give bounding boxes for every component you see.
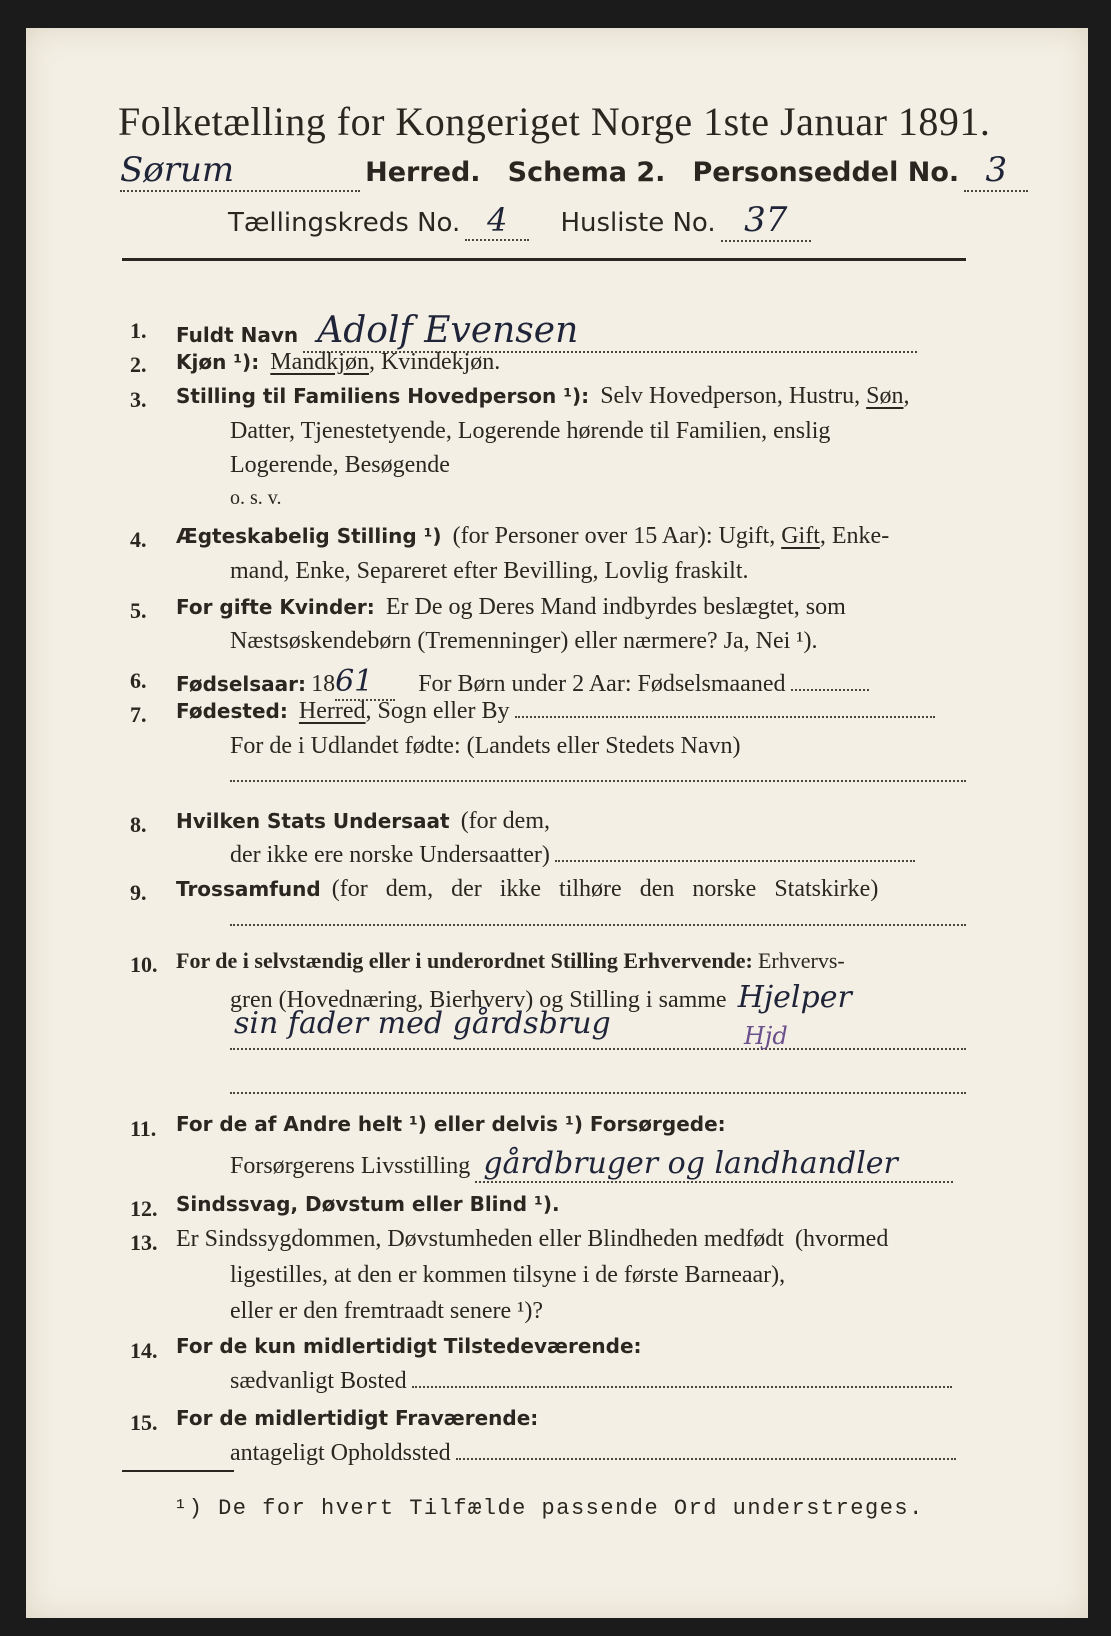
religion-blank [230, 924, 966, 926]
family-position-line2: Datter, Tjenestetyende, Logerende hørende til Familien, enslig [230, 418, 831, 444]
form-title: Folketælling for Kongeriget Norge 1ste Januar 1891. [118, 99, 991, 144]
footnote-rule [122, 1470, 234, 1472]
occupation-blank-2 [230, 1092, 966, 1094]
underlined-option: Herred [298, 698, 366, 724]
herred-label: Herred. [365, 157, 481, 188]
citizenship-line1: (for dem, [460, 808, 550, 834]
item-8-row [176, 808, 550, 835]
occupation-line2: gren (Hovednæring, Bierhverv) og Stilling i samme [230, 987, 727, 1013]
temp-absent-row [230, 1440, 956, 1467]
personseddel-label: Personseddel No. [692, 157, 960, 188]
item-number: 9. [130, 880, 147, 905]
item-number: 15. [130, 1410, 158, 1435]
provider-occupation-label: Forsørgerens Livsstilling [230, 1153, 471, 1179]
item-number: 6. [130, 668, 147, 693]
usual-residence-blank [412, 1386, 952, 1388]
citizenship-line2: der ikke ere norske Undersaatter) [230, 842, 550, 868]
occupation-answer-1: Hjelper [737, 980, 852, 1015]
married-women-line2: Næstsøskendebørn (Tremenninger) eller nærmere? Ja, Nei ¹). [230, 628, 818, 654]
item-number: 4. [130, 527, 147, 552]
marital-status-line2: mand, Enke, Separeret efter Bevilling, Lovlig fraskilt. [230, 558, 749, 584]
item-10-row [176, 948, 845, 974]
birth-month-blank [791, 689, 869, 691]
birthplace-abroad-line: For de i Udlandet fødte: (Landets eller Stedets Navn) [230, 733, 741, 759]
item-4-row [176, 523, 889, 550]
probable-residence-label: antageligt Opholdssted [230, 1440, 451, 1466]
item-number: 11. [130, 1116, 157, 1141]
husliste-number: 37 [721, 200, 811, 242]
header-divider [122, 258, 966, 261]
item-2-row [176, 349, 500, 376]
item-number: 10. [130, 952, 158, 977]
item-number: 3. [130, 387, 147, 412]
temp-absent-label: For de midlertidigt Fraværende: [176, 1406, 539, 1430]
occupation-blank-1 [230, 1048, 966, 1050]
schema-label: Schema 2. [507, 157, 666, 188]
husliste-label: Husliste No. [560, 208, 716, 238]
probable-residence-blank [456, 1458, 956, 1460]
dependents-row [230, 1146, 953, 1183]
taellingskreds-label: Tællingskreds No. [228, 208, 461, 238]
item-3-row [176, 383, 910, 410]
gender-label: Kjøn ¹): [176, 350, 260, 374]
family-position-line3: Logerende, Besøgende [230, 452, 450, 478]
family-position-line1: Selv Hovedperson, Hustru, Søn, [600, 383, 910, 409]
item-number: 14. [130, 1338, 158, 1363]
birthplace-abroad-blank [230, 780, 966, 782]
birth-year-prefix: 18 [311, 671, 336, 697]
birth-year-answer: 61 [335, 664, 395, 701]
dependents-label: For de af Andre helt ¹) eller delvis ¹) Forsørgede: [176, 1112, 726, 1136]
occupation-answer-2: sin fader med gårdsbrug [234, 1006, 611, 1041]
item-5-row [176, 594, 846, 621]
item-1-row [176, 310, 917, 353]
herred-name: Sørum [120, 150, 360, 192]
item-number: 5. [130, 598, 147, 623]
personseddel-number: 3 [964, 150, 1028, 192]
item-number: 12. [130, 1196, 158, 1221]
birthplace-blank [515, 716, 935, 718]
item-6-row [176, 664, 869, 701]
temp-present-row [230, 1368, 952, 1395]
taellingskreds-number: 4 [465, 201, 529, 241]
underlined-option: Søn [866, 383, 904, 409]
item-7-row [176, 698, 935, 725]
congenital-line3: eller er den fremtraadt senere ¹)? [230, 1298, 543, 1324]
citizenship-line2-row [230, 842, 915, 869]
item-number: 1. [130, 318, 147, 343]
header-kreds-row [228, 200, 811, 242]
full-name-answer: Adolf Evensen [303, 310, 917, 353]
usual-residence-label: sædvanligt Bosted [230, 1368, 407, 1394]
occupation-line1: Erhvervs- [757, 948, 845, 973]
temp-present-label: For de kun midlertidigt Tilstedeværende: [176, 1334, 642, 1358]
item-number: 2. [130, 352, 147, 377]
item-number: 8. [130, 812, 147, 837]
religion-label: Trossamfund [176, 877, 321, 901]
footnote: ¹) De for hvert Tilfælde passende Ord understreges. [174, 1496, 924, 1521]
header-herred-row [120, 150, 1028, 192]
congenital-label: Er Sindssygdommen, Døvstumheden eller Blindheden medfødt [176, 1226, 784, 1252]
occupation-label: For de i selvstændig eller i underordnet Stilling Erhvervende: [176, 948, 753, 973]
birthplace-options: Herred, Sogn eller By [298, 698, 510, 724]
full-name-label: Fuldt Navn [176, 323, 299, 347]
gender-options: Mandkjøn, Kvindekjøn. [270, 349, 501, 375]
citizenship-blank [555, 860, 915, 862]
occupation-code-mark: Hjd [744, 1022, 788, 1050]
marital-status-line1: (for Personer over 15 Aar): Ugift, Gift, Enke- [452, 523, 890, 549]
congenital-line2: ligestilles, at den er kommen tilsyne i de første Barneaar), [230, 1262, 786, 1288]
item-9-row [176, 876, 878, 903]
provider-occupation-answer: gårdbruger og landhandler [475, 1146, 953, 1183]
married-women-label: For gifte Kvinder: [176, 595, 375, 619]
married-women-line1: Er De og Deres Mand indbyrdes beslægtet, som [385, 594, 846, 620]
marital-status-label: Ægteskabelig Stilling ¹) [176, 524, 442, 548]
citizenship-label: Hvilken Stats Undersaat [176, 809, 450, 833]
underlined-option: Gift [781, 523, 820, 549]
underlined-option: Mandkjøn [270, 349, 369, 375]
family-position-label: Stilling til Familiens Hovedperson ¹): [176, 384, 590, 408]
item-number: 7. [130, 702, 147, 727]
birth-month-label: For Børn under 2 Aar: Fødselsmaaned [418, 671, 786, 697]
congenital-line1: (hvormed [795, 1226, 889, 1252]
religion-line1: (for dem, der ikke tilhøre den norske Statskirke) [331, 876, 879, 902]
family-position-line4: o. s. v. [230, 487, 282, 509]
item-number: 13. [130, 1230, 158, 1255]
disability-label: Sindssvag, Døvstum eller Blind ¹). [176, 1192, 560, 1216]
birth-year-label: Fødselsaar: [176, 672, 306, 696]
birthplace-label: Fødested: [176, 699, 288, 723]
item-13-row [176, 1226, 888, 1253]
